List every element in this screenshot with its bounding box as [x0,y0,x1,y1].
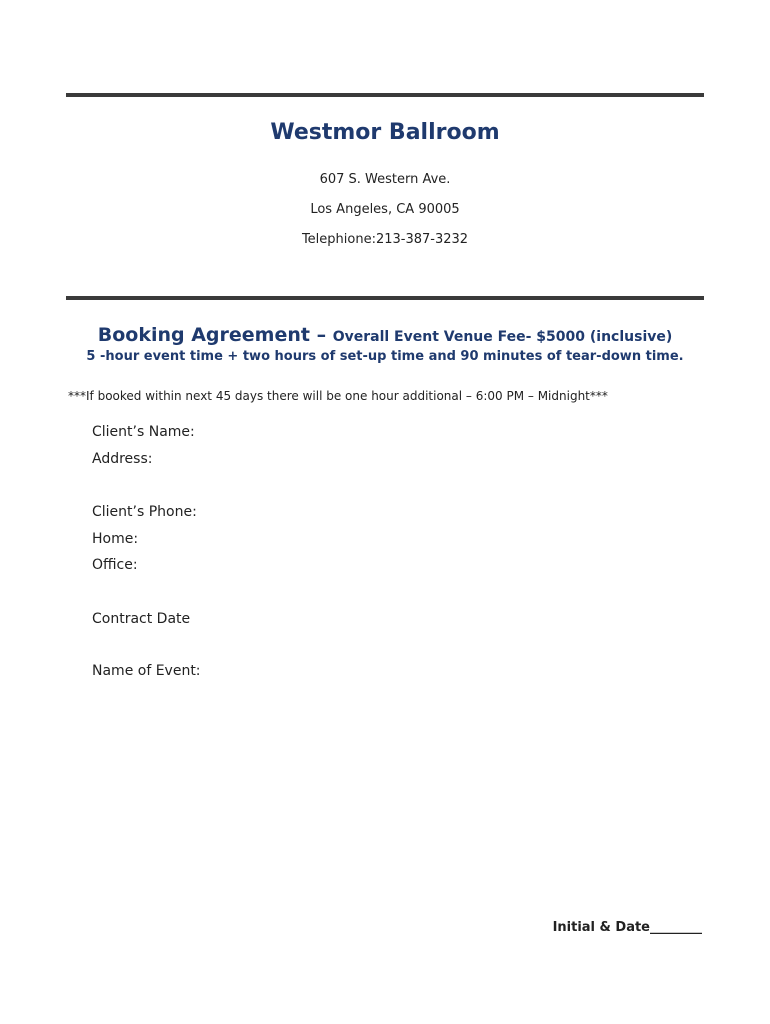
telephone: Telephione:213-387-3232 [301,232,469,247]
agreement-title: Booking Agreement [97,324,310,346]
initial-date-line: Initial & Date________ [552,920,702,935]
top-divider [66,93,704,97]
venue-title: Westmor Ballroom [270,120,500,145]
agreement-separator: – [309,324,333,346]
contract-date-label: Contract Date [92,611,191,627]
event-hours: 5 -hour event time + two hours of set-up time and 90 minutes of tear-down time. [86,349,684,364]
street-address: 607 S. Western Ave. [319,172,451,187]
venue-fee: Overall Event Venue Fee- $5000 (inclusive) [332,329,673,345]
city-state-zip: Los Angeles, CA 90005 [310,202,460,217]
office-phone-label: Office: [92,557,138,573]
client-name-label: Client’s Name: [92,424,195,440]
event-name-label: Name of Event: [92,663,201,679]
middle-divider [66,296,704,300]
agreement-heading [0,324,770,346]
address-label: Address: [92,451,153,467]
booking-notice: ***If booked within next 45 days there will be one hour additional – 6:00 PM – Midnight*** [68,389,608,403]
client-phone-label: Client’s Phone: [92,504,197,520]
home-phone-label: Home: [92,531,139,547]
